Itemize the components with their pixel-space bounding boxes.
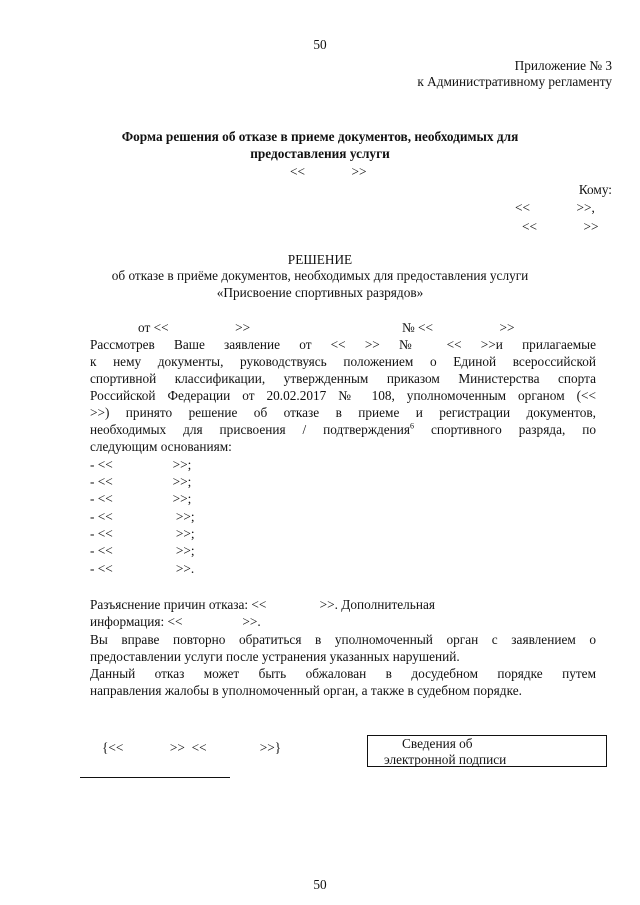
decision-subtitle-1: об отказе в приёме документов, необходимых для предоставления услуги <box>111 268 529 283</box>
form-title-line-1: Форма решения об отказе в приеме документов, необходимых для <box>121 129 519 144</box>
body-line-1: Рассмотрев Ваше заявление от << >> № << >>и прилагаемые <box>90 337 596 352</box>
form-title-line-2: предоставления услуги <box>250 146 390 161</box>
footnote-separator <box>80 777 230 778</box>
body-line-3: спортивной классификации, утвержденным приказом Министерства спорта <box>90 371 596 386</box>
reason-item: - << >>; <box>90 474 192 489</box>
body-line-6-end: спортивного разряда, по <box>414 422 596 437</box>
recipient-line-1: << >>, <box>515 200 595 215</box>
page-number-top: 50 <box>313 37 327 52</box>
closing-line-4: направления жалобы в уполномоченный орган, а также в судебном порядке. <box>90 683 522 698</box>
recipient-line-2: << >> <box>522 219 599 234</box>
signature-box-line-2: электронной подписи <box>384 752 507 767</box>
body-line-2: к нему документы, руководствуясь положением о Единой всероссийской <box>90 354 596 369</box>
body-line-6 <box>90 421 596 438</box>
reason-item: - << >>; <box>90 457 192 472</box>
body-line-4: Российской Федерации от 20.02.2017 № 108, уполномоченным органом (<< <box>90 388 596 403</box>
signature-box-line-1: Сведения об <box>402 736 473 751</box>
page-number-bottom: 50 <box>313 877 327 892</box>
reason-item: - << >>; <box>90 543 195 558</box>
appendix-line-2: к Административному регламенту <box>417 74 612 89</box>
reason-item: - << >>; <box>90 526 195 541</box>
footnote-marker: 6 <box>410 421 415 431</box>
reason-item: - << >>; <box>90 491 192 506</box>
authority-placeholder: << >> <box>290 164 367 179</box>
decision-title: РЕШЕНИЕ <box>287 252 353 267</box>
recipient-label: Кому: <box>578 182 612 197</box>
appendix-line-1: Приложение № 3 <box>514 58 612 73</box>
decision-number: № << >> <box>402 320 515 335</box>
closing-line-1: Вы вправе повторно обратиться в уполномоченный орган с заявлением о <box>90 632 596 647</box>
body-line-6-start: необходимых для присвоения / подтверждения <box>90 422 411 437</box>
reason-item: - << >>; <box>90 509 195 524</box>
signature-placeholder: {<< >> << >>} <box>102 740 282 755</box>
body-line-7: следующим основаниям: <box>90 439 232 454</box>
explanation-line-1: Разъяснение причин отказа: << >>. Дополнительная <box>90 597 435 612</box>
closing-line-2: предоставлении услуги после устранения указанных нарушений. <box>90 649 460 664</box>
body-line-5: >>) принято решение об отказе в приеме и регистрации документов, <box>90 405 596 420</box>
decision-subtitle-2: «Присвоение спортивных разрядов» <box>216 285 424 300</box>
explanation-line-2: информация: << >>. <box>90 614 261 629</box>
decision-date: от << >> <box>138 320 251 335</box>
reason-item: - << >>. <box>90 561 195 576</box>
closing-line-3: Данный отказ может быть обжалован в досудебном порядке путем <box>90 666 596 681</box>
